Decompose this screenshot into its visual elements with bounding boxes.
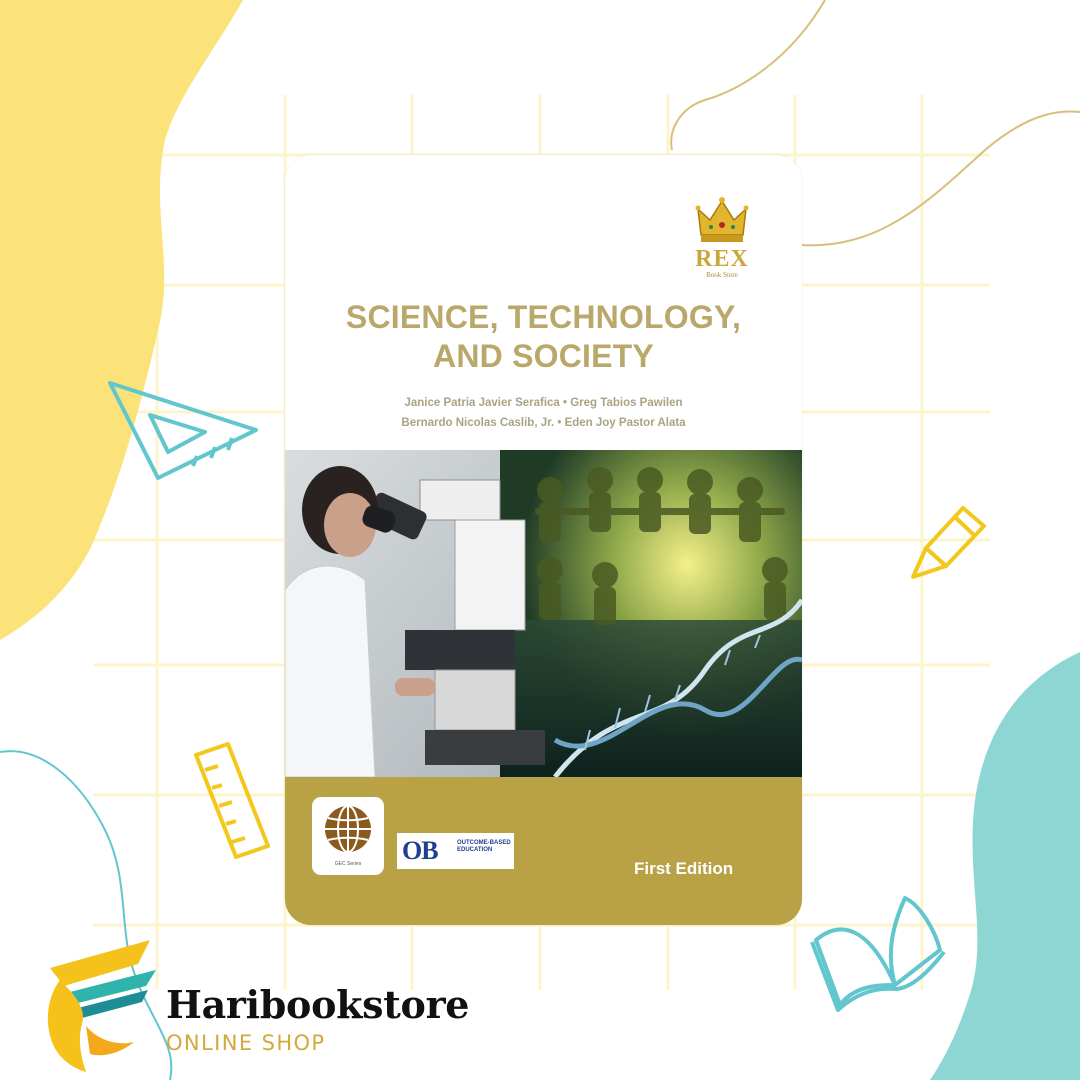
gec-series-label: GEC Series (334, 861, 362, 867)
publisher-logo-word: REX (695, 246, 749, 272)
obe-badge (397, 833, 514, 869)
book-authors (285, 393, 802, 433)
store-name: Haribookstore (166, 982, 470, 1027)
teal-blob (930, 652, 1080, 1080)
publisher-logo-subtitle: Book Store (706, 271, 738, 279)
book-title (285, 298, 802, 376)
yellow-blob (0, 0, 243, 640)
obe-badge-mark: OB (402, 836, 438, 865)
pencil-icon (913, 508, 984, 577)
cover-photo (285, 450, 802, 777)
graduation-cap-icon (38, 934, 166, 1074)
book-cover[interactable] (285, 155, 802, 925)
store-tagline: ONLINE SHOP (166, 1031, 326, 1055)
obe-badge-text: OUTCOME-BASED EDUCATION (457, 840, 511, 853)
cover-footer-band (285, 777, 802, 925)
authors-line1: Janice Patria Javier Serafica • Greg Tabios Pawilen (404, 397, 683, 409)
open-book-icon (812, 898, 944, 1010)
crown-icon (693, 195, 751, 247)
gec-series-badge (312, 797, 384, 875)
globe-icon (312, 797, 384, 861)
book-edition: First Edition (634, 859, 734, 878)
ruler-icon (196, 744, 268, 857)
publisher-logo (693, 195, 751, 279)
book-title-line1: SCIENCE, TECHNOLOGY, (345, 299, 742, 335)
book-title-line2: AND SOCIETY (433, 338, 654, 374)
authors-line2: Bernardo Nicolas Caslib, Jr. • Eden Joy Pastor Alata (401, 417, 686, 429)
